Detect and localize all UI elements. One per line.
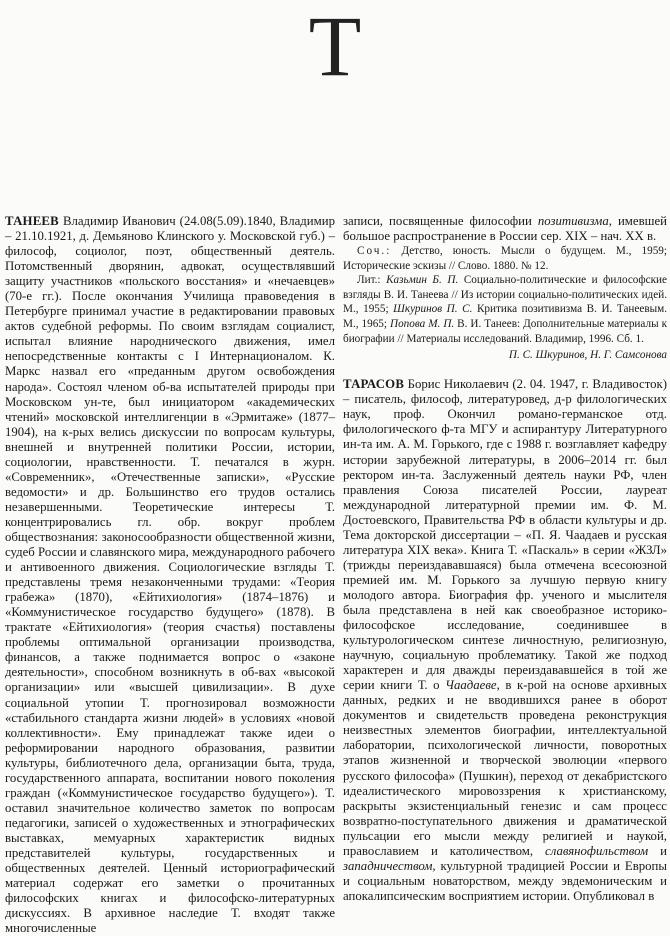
entry-taneev-text: Владимир Иванович (24.08(5.09).1840, Владимир – 21.10.1921, д. Демьяново Клинского у. Московской губ.) – философ, социолог, поэт, общественный деятель. Потомственный дворянин, адвокат, осуществлявший защиту участников «польского восстания» и «нечаевцев» (70-е гг.). После окончания Училища правоведения в Петербурге принимал участие в редактировании правовых актов судебной реформы. По своим взглядам социалист, испытал влияние народнического движения, имел непосредственные контакты с I Интернационалом. К. Маркс назвал его «преданным другом освобождения народа». Состоял членом об-ва испытателей природы при Московском ун-те, был инициатором «академических чтений» московской интеллигенции в «Эрмитаже» (1877–1904), на к-рых велись дискуссии по вопросам культуры, внешней и внутренней политики России, истории, социологии, нравственности. Т. печатался в журн. «Современник», «Отечественные записки», «Русские ведомости» и др. Большинство его трудов остались незавершенными. Теоретические интересы Т. концентрировались гл. обр. вокруг проблем обществознания: законосообразности общественной жизни, судеб России и славянского мира, международного рабочего и антивоенного движения. Социологические взгляды Т. представлены тремя незаконченными трудами: «Теория грабежа» (1870), «Ейтихиология» (1874–1876) и «Коммунистическое государство будущего» (1878). В трактате «Ейтихиология» (теория счастья) поставлены проблемы оптимальной организации производства, финансов, а также поднимается вопрос о «законе деятельности», способном возникнуть в об-вах «высокой организации» или «высшей цивилизации». В духе социальной утопии Т. прогнозировал возможности «стабильного стандарта жизни людей» в условиях «новой коллективности». Ему принадлежат также идеи о реформировании народного образования, развитии культуры, библиотечного дела, организации быта, труда, государственного аппарата, воспитании нового поколения граждан («Коммунистическое государство будущего»). Т. оставил значительное количество заметок по вопросам педагогики, записей о художественных и этнографических выставках, мемуарных характеристик видных представителей культуры, государственных и общественных деятелей. Ценный историографический материал содержат его заметки о прочитанных философских книгах и философско-литературных дискуссиях. В архивное наследие Т. входят также многочисленные	[5, 214, 335, 936]
tarasov-text-3: и	[648, 843, 667, 858]
taneev-cont-text-2: , имевшей большое распространение в России сер. XIX – нач. XX в.	[343, 214, 667, 244]
tarasov-text-4: , культурной традицией России и Европы и социальным новаторством, между эвдемоническим и апокалипсическим восприятием истории. Опубликовал в	[343, 858, 667, 903]
lit-text-2: Критика позитивизма В. И. Танеевым. М., 1965;	[343, 303, 668, 331]
lit-text-1: Социально-политические и философские взгляды В. И. Танеева // Из истории социально-политических идей. М., 1955;	[343, 274, 668, 316]
works-section	[343, 244, 667, 273]
tarasov-italic-1: Чаадаеве	[445, 678, 497, 693]
entry-authors: П. С. Шкуринов, Н. Г. Самсонова	[508, 349, 667, 362]
tarasov-italic-2: славянофильством	[545, 843, 649, 858]
taneev-cont-italic: позитивизма	[537, 214, 609, 228]
right-column	[343, 214, 667, 904]
taneev-cont-text-1: записи, посвященные философии	[343, 214, 538, 228]
works-text: Детство, юность. Мысли о будущем. М., 1959; Исторические эскизы // Слово. 1880. № 12.	[343, 245, 667, 272]
lit-author-2: Шкуринов П. С.	[393, 303, 473, 316]
tarasov-text-1: Борис Николаевич (2. 04. 1947, г. Владивосток) – писатель, философ, литературовед, д-р филологических наук, проф. Окончил романо-германское отд. филологического ф-та МГУ и аспирантуру Литературного ин-та им. А. М. Горького, где с 1988 г. возглавляет кафедру истории зарубежной литературы, в 2006–2014 гг. был ректором ин-та. Заслуженный деятель науки РФ, член правления Союза писателей России, лауреат международной литературной премии им. Ф. М. Достоевского, Правительства РФ в области культуры и др. Тема докторской диссертации – «П. Я. Чаадаев и русская литература XIX века». Книга Т. «Паскаль» в серии «ЖЗЛ» (трижды переиздававшаяся) была отмечена всесоюзной премией им. М. Горького за лучшую первую книгу молодого автора. Биография фр. ученого и мыслителя была представлена в ней как своеобразное историко-философское исследование, соединившее в культурологическом синтезе личностную, религиозную, научную, социальную проблематику. Такой же подход характерен и для дважды переиздававшейся в той же серии книги Т. о	[343, 377, 667, 693]
entry-gap	[343, 363, 667, 377]
tarasov-italic-3: западничеством	[343, 858, 433, 873]
entry-tarasov	[343, 377, 667, 904]
tarasov-text-2: , в к-рой на основе архивных данных, редких и не вводившихся ранее в оборот документов и свидетельств проведена реконструкция неизвестных элементов биографии, интеллектуальной лаборатории, психологической личности, поворотных этапов жизненной и творческой эволюции «первого русского философа» (Пушкин), переход от декабристского идеалистического мировоззрения к христианскому, раскрыты экзистенциальный генезис и сам процесс возвратно-поступательного движения и драматической пульсации его мысли между религией и наукой, православием и католичеством,	[343, 678, 667, 858]
lit-author-3: Попова М. П.	[390, 318, 455, 331]
works-label: Соч.:	[357, 245, 392, 258]
headword-taneev: ТАНЕЕВ	[5, 214, 59, 228]
literature-label: Лит.:	[357, 274, 381, 287]
entry-taneev-continued	[343, 214, 667, 244]
headword-tarasov: ТАРАСОВ	[343, 377, 405, 392]
literature-section	[343, 273, 667, 346]
entry-taneev	[5, 214, 335, 936]
section-letter: Т	[308, 0, 362, 94]
lit-author-1: Казьмин Б. П.	[386, 274, 459, 287]
lit-text-3: В. И. Танеев: Дополнительные материалы к биографии // Материалы исследований. Владимир, 1996. Сб. 1.	[343, 318, 668, 345]
left-column	[5, 214, 335, 936]
